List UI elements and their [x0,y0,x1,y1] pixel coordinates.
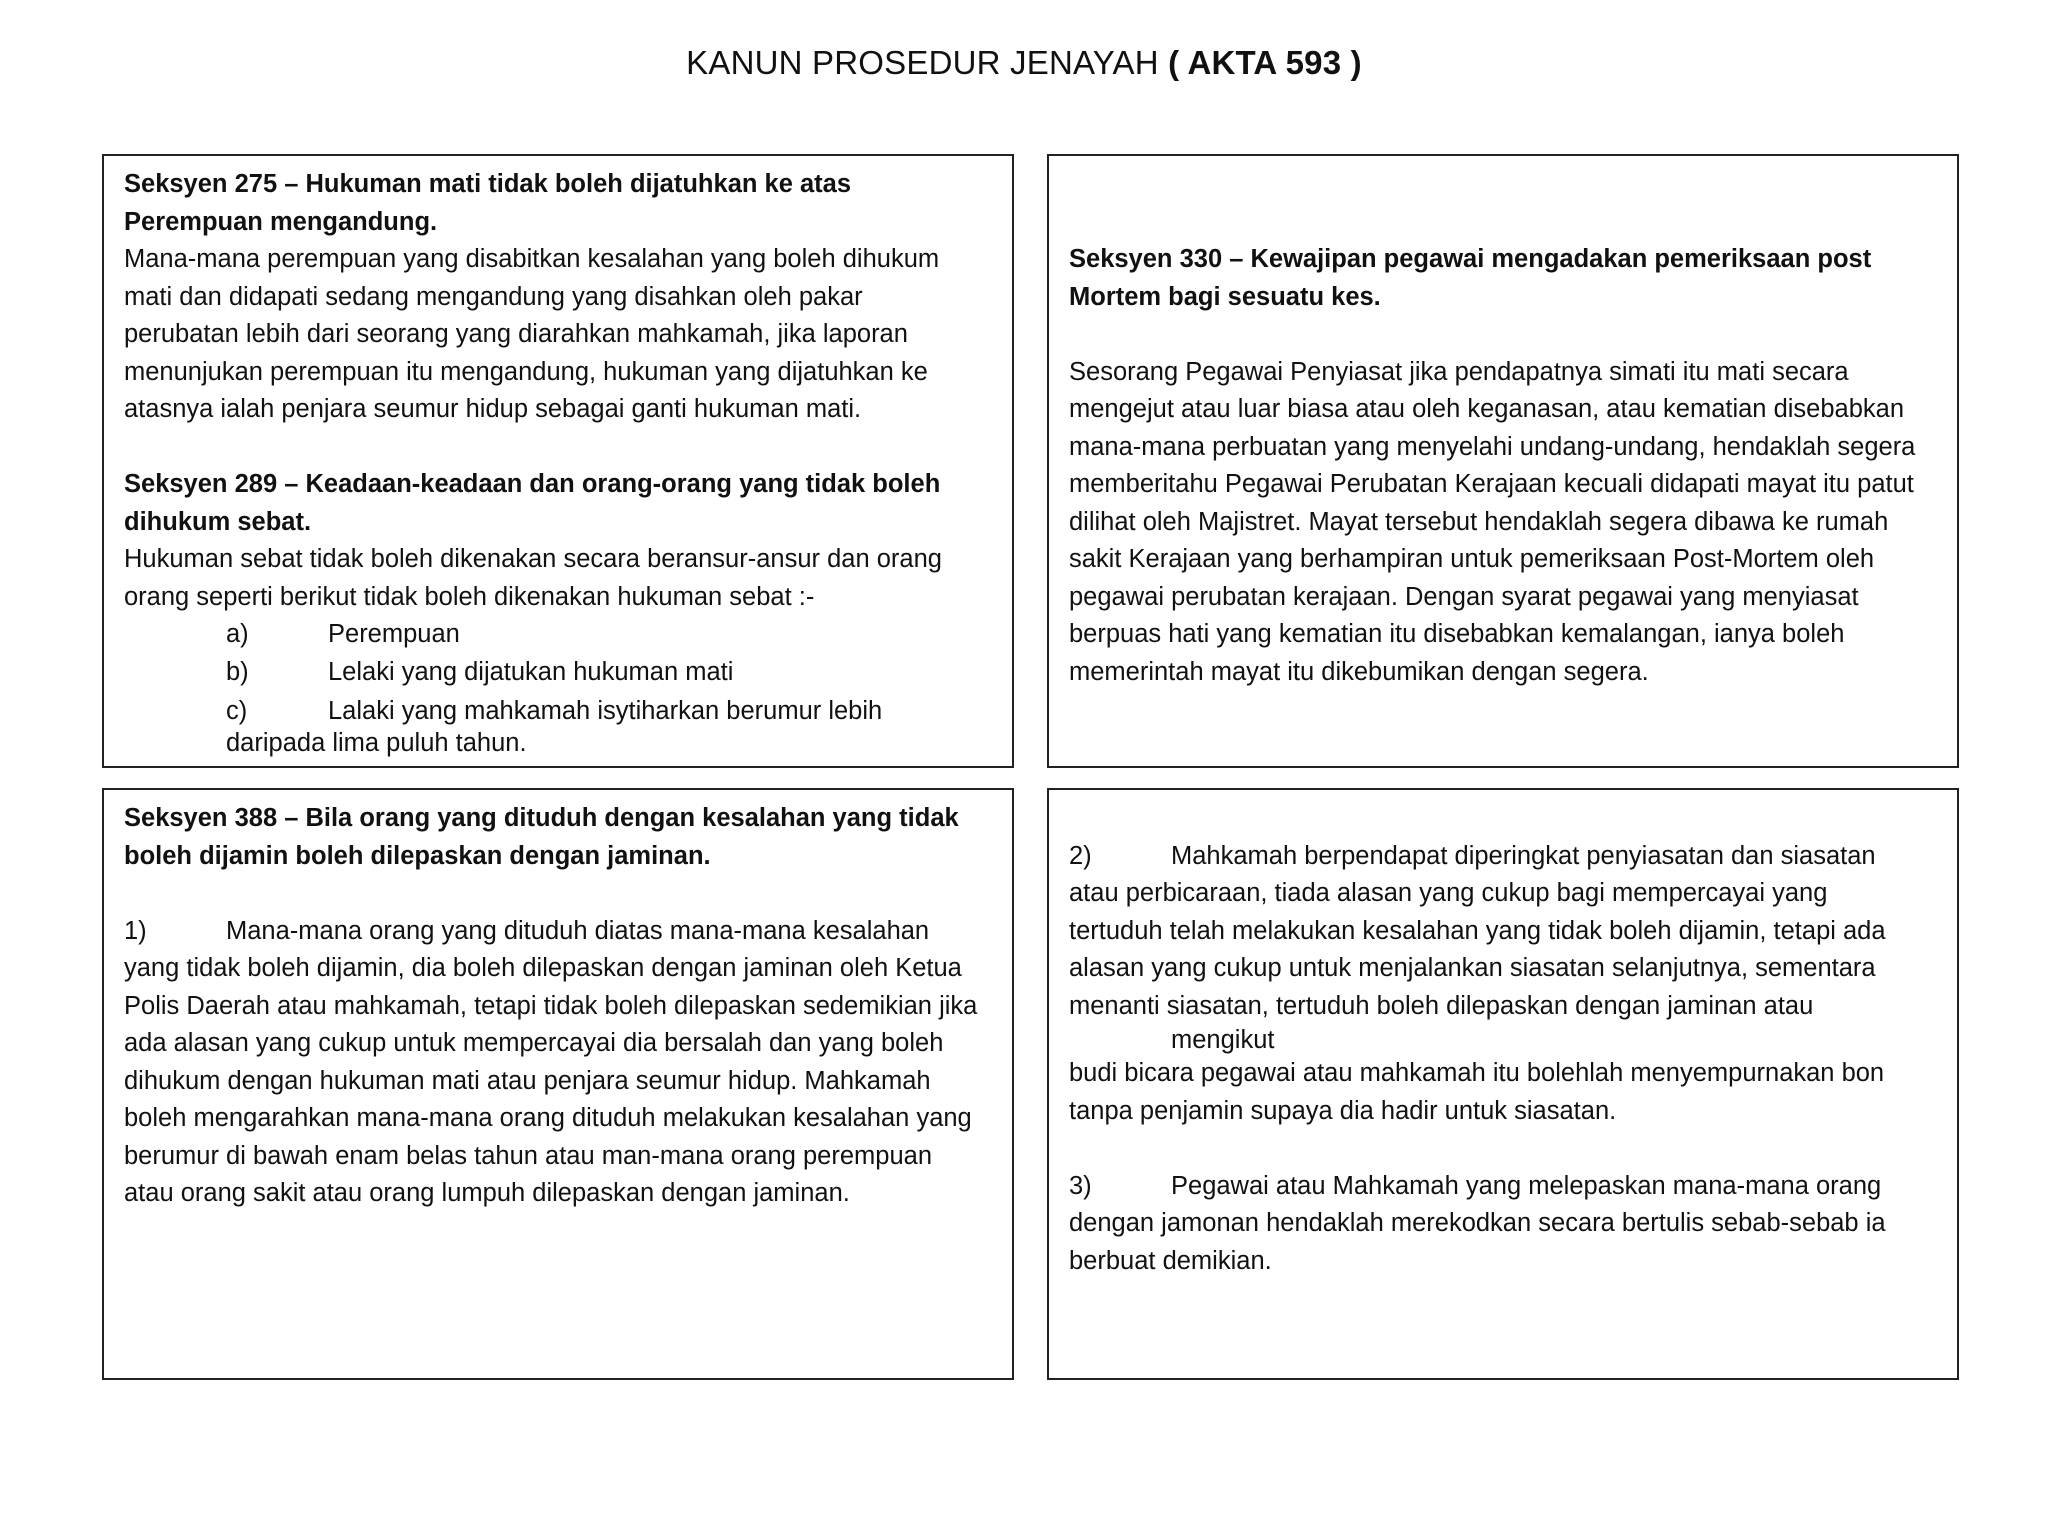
section-388-lone-word: mengikut [1171,1026,1275,1054]
section-388-line: berbuat demikian. [1069,1246,1272,1275]
section-275-body [124,241,992,429]
list-item-text: Lelaki yang dijatukan hukuman mati [328,657,734,686]
list-item-a [124,616,992,654]
section-330-line: Sesorang Pegawai Penyiasat jika pendapatnya simati itu mati secara [1069,357,1849,386]
section-289-heading-line-1: Seksyen 289 – Keadaan-keadaan dan orang-orang yang tidak boleh [124,470,941,498]
section-388-line: yang tidak boleh dijamin, dia boleh dilepaskan dengan jaminan oleh Ketua [124,954,962,982]
section-275-heading-line-2: Perempuan mengandung. [124,207,438,236]
section-330-line: sakit Kerajaan yang berhampiran untuk pemeriksaan Post-Mortem oleh [1069,545,1875,573]
section-388-line: berumur di bawah enam belas tahun atau man-mana orang perempuan [124,1141,933,1170]
section-388-line: dengan jamonan hendaklah merekodkan secara bertulis sebab-sebab ia [1069,1209,1886,1237]
section-330-line: mengejut atau luar biasa atau oleh keganasan, atau kematian disebabkan [1069,395,1905,423]
spacer [1069,1130,1937,1168]
spacer [124,429,992,467]
section-275-289-box [102,154,1014,768]
list-item-label: c) [226,697,248,725]
spacer [1069,316,1937,354]
section-388-line: tertuduh telah melakukan kesalahan yang tidak boleh dijamin, tetapi ada [1069,916,1886,945]
section-388-line: atau perbicaraan, tiada alasan yang cukup bagi mempercayai yang [1069,879,1828,907]
spacer [1069,166,1937,241]
section-388-line: menanti siasatan, tertuduh boleh dilepaskan dengan jaminan atau [1069,991,1814,1020]
section-388-line: Pegawai atau Mahkamah yang melepaskan mana-mana orang [1171,1171,1882,1200]
section-330-line: memerintah mayat itu dikebumikan dengan segera. [1069,657,1649,686]
section-275-line: menunjukan perempuan itu mengandung, hukuman yang dijatuhkan ke [124,357,928,386]
section-330-line: dilihat oleh Majistret. Mayat tersebut hendaklah segera dibawa ke rumah [1069,507,1889,536]
paragraph-number: 2) [1069,841,1092,870]
section-388-paragraph-2 [1069,838,1937,1026]
section-388-box [102,788,1014,1380]
section-275-line: atasnya ialah penjara seumur hidup sebagai ganti hukuman mati. [124,395,862,423]
section-330-box [1047,154,1959,768]
section-330-line: pegawai perubatan kerajaan. Dengan syarat pegawai yang menyiasat [1069,582,1859,611]
section-330-heading [1069,241,1937,316]
list-item-continuation: daripada lima puluh tahun. [226,729,527,757]
spacer [1069,800,1937,838]
section-289-heading [124,466,992,541]
section-388-line: tanpa penjamin supaya dia hadir untuk siasatan. [1069,1096,1617,1125]
paragraph-number: 3) [1069,1171,1092,1200]
paragraph-number: 1) [124,916,147,945]
section-330-line: memberitahu Pegawai Perubatan Kerajaan kecuali didapati mayat itu patut [1069,470,1914,498]
section-388-line: Mana-mana orang yang dituduh diatas mana-mana kesalahan [226,916,930,945]
section-388-paragraph-1 [124,913,992,1213]
section-388-continued-box [1047,788,1959,1380]
list-item-label: b) [226,657,249,686]
section-388-line: Polis Daerah atau mahkamah, tetapi tidak boleh dilepaskan sedemikian jika [124,991,978,1020]
title-act-number: ( AKTA 593 ) [1168,44,1362,81]
section-275-heading-line-1: Seksyen 275 – Hukuman mati tidak boleh dijatuhkan ke atas [124,170,852,198]
section-289-body [124,541,992,616]
section-330-line: mana-mana perbuatan yang menyelahi undang-undang, hendaklah segera [1069,432,1916,461]
section-330-line: berpuas hati yang kematian itu disebabkan kemalangan, ianya boleh [1069,620,1845,648]
section-388-heading [124,800,992,875]
section-330-heading-line-2: Mortem bagi sesuatu kes. [1069,282,1381,311]
section-275-line: mati dan didapati sedang mengandung yang disahkan oleh pakar [124,282,863,311]
title-prefix: KANUN PROSEDUR JENAYAH [686,44,1169,81]
list-item-c [124,695,992,759]
section-388-line: boleh mengarahkan mana-mana orang dituduh melakukan kesalahan yang [124,1104,972,1132]
list-item-label: a) [226,620,249,648]
spacer [124,875,992,913]
list-item-text: Perempuan [328,620,460,648]
section-330-body [1069,354,1937,692]
section-330-heading-line-1: Seksyen 330 – Kewajipan pegawai mengadakan pemeriksaan post [1069,245,1872,273]
page-title [0,44,2048,82]
section-388-line: dihukum dengan hukuman mati atau penjara seumur hidup. Mahkamah [124,1066,931,1095]
section-388-line: Mahkamah berpendapat diperingkat penyiasatan dan siasatan [1171,841,1876,870]
section-289-heading-line-2: dihukum sebat. [124,507,312,536]
section-388-line: atau orang sakit atau orang lumpuh dilepaskan dengan jaminan. [124,1179,850,1207]
section-388-paragraph-2-continued [1069,1055,1937,1130]
section-388-heading-line-2: boleh dijamin boleh dilepaskan dengan jaminan. [124,841,711,870]
section-388-line: ada alasan yang cukup untuk mempercayai dia bersalah dan yang boleh [124,1029,944,1057]
section-388-line: budi bicara pegawai atau mahkamah itu bolehlah menyempurnakan bon [1069,1059,1885,1087]
section-275-heading [124,166,992,241]
section-275-line: perubatan lebih dari seorang yang diarahkan mahkamah, jika laporan [124,320,908,348]
section-388-line: alasan yang cukup untuk menjalankan siasatan selanjutnya, sementara [1069,954,1876,982]
section-388-heading-line-1: Seksyen 388 – Bila orang yang dituduh dengan kesalahan yang tidak [124,804,959,832]
list-item-b [124,654,992,692]
section-388-paragraph-3 [1069,1168,1937,1281]
section-275-line: Mana-mana perempuan yang disabitkan kesalahan yang boleh dihukum [124,245,940,273]
section-289-line: orang seperti berikut tidak boleh dikenakan hukuman sebat :- [124,582,815,611]
list-item-text: Lalaki yang mahkamah isytiharkan berumur lebih [328,697,883,725]
section-289-line: Hukuman sebat tidak boleh dikenakan secara beransur-ansur dan orang [124,545,942,573]
